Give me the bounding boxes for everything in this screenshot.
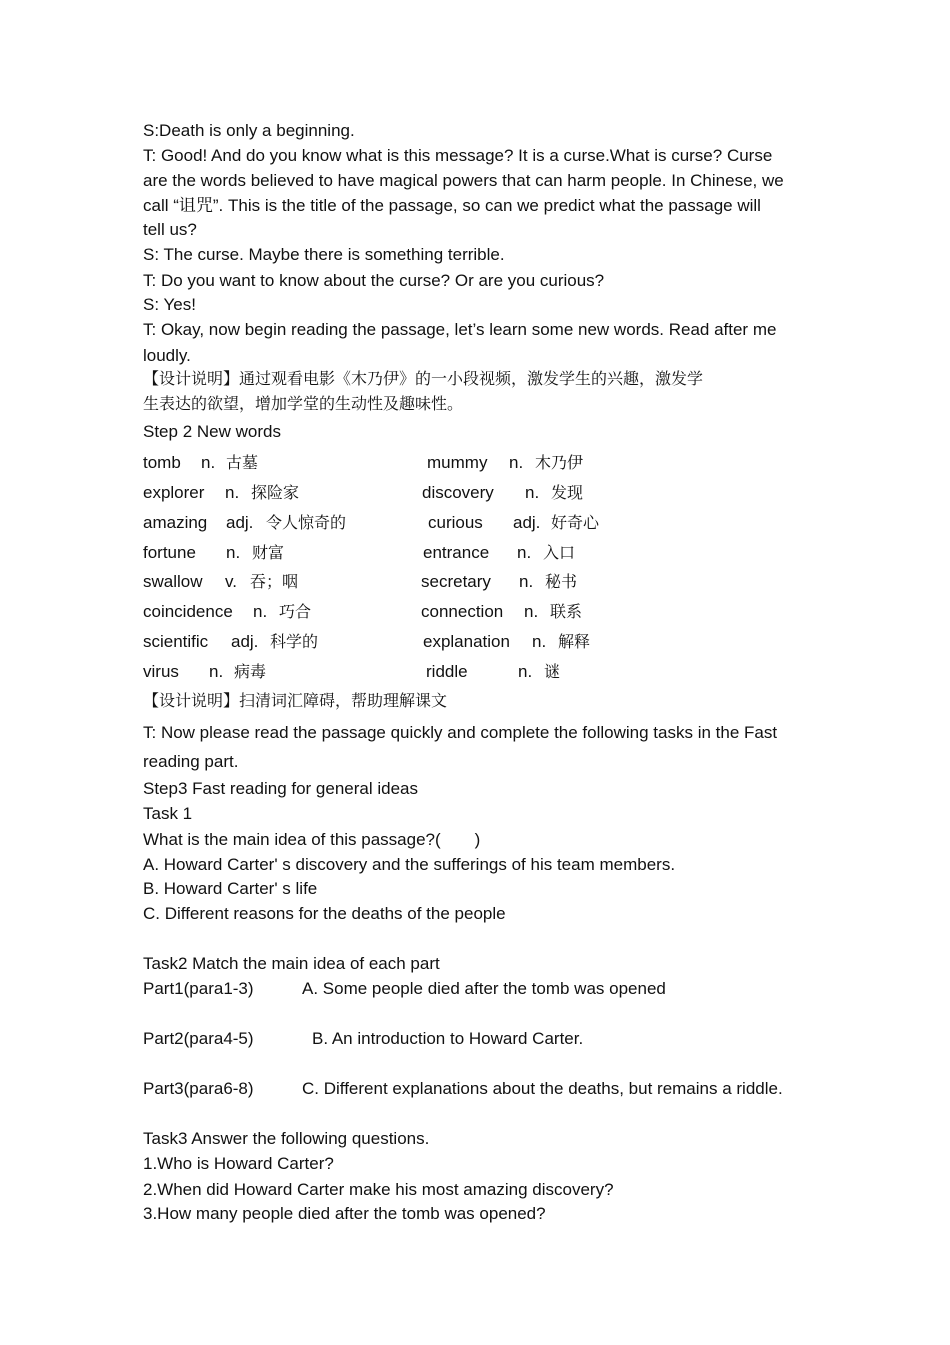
design-note: 生表达的欲望，增加学堂的生动性及趣味性。 <box>143 394 464 413</box>
vocab-word: mummy <box>427 453 488 472</box>
dialogue-line: T: Okay, now begin reading the passage, let’s learn some new words. Read after me <box>143 320 777 339</box>
vocab-meaning: 发现 <box>551 483 584 502</box>
vocab-word: fortune <box>143 543 196 562</box>
vocab-word: secretary <box>421 572 491 591</box>
vocab-meaning: 吞；咽 <box>250 572 299 591</box>
vocab-pos: adj. <box>513 513 541 532</box>
vocab-meaning: 联系 <box>550 602 583 621</box>
vocab-meaning: 木乃伊 <box>535 453 584 472</box>
vocab-pos: n. <box>253 602 268 621</box>
vocab-meaning: 探险家 <box>251 483 300 502</box>
match-idea: C. Different explanations about the deaths, but remains a riddle. <box>302 1079 783 1098</box>
vocab-word: swallow <box>143 572 203 591</box>
match-part: Part3(para6-8) <box>143 1079 254 1098</box>
match-part: Part2(para4-5) <box>143 1029 254 1048</box>
vocab-meaning: 入口 <box>543 543 576 562</box>
vocab-pos: n. <box>524 602 539 621</box>
vocab-pos: n. <box>519 572 534 591</box>
vocab-word: discovery <box>422 483 494 502</box>
vocab-meaning: 财富 <box>252 543 285 562</box>
vocab-word: connection <box>421 602 504 621</box>
vocab-word: tomb <box>143 453 181 472</box>
step-heading: Step 2 New words <box>143 422 281 441</box>
task-title: Task2 Match the main idea of each part <box>143 954 440 973</box>
vocab-word: curious <box>428 513 483 532</box>
task-option: A. Howard Carter' s discovery and the sufferings of his team members. <box>143 855 676 874</box>
dialogue-line: tell us? <box>143 220 197 239</box>
instruction-line: T: Now please read the passage quickly and complete the following tasks in the Fast <box>143 723 778 742</box>
vocab-word: coincidence <box>143 602 233 621</box>
vocab-word: virus <box>143 662 179 681</box>
task-question: 3.How many people died after the tomb was opened? <box>143 1204 546 1223</box>
vocab-pos: n. <box>225 483 240 502</box>
vocab-meaning: 巧合 <box>279 602 312 621</box>
vocab-pos: n. <box>201 453 216 472</box>
dialogue-line: S:Death is only a beginning. <box>143 121 355 140</box>
dialogue-line: loudly. <box>143 346 191 365</box>
vocab-pos: v. <box>225 572 237 591</box>
dialogue-line: S: Yes! <box>143 295 196 314</box>
match-part: Part1(para1-3) <box>143 979 254 998</box>
vocab-pos: n. <box>509 453 524 472</box>
vocab-word: explorer <box>143 483 205 502</box>
dialogue-line: T: Good! And do you know what is this message? It is a curse.What is curse? Curse <box>143 146 773 165</box>
vocab-pos: n. <box>517 543 532 562</box>
vocab-pos: n. <box>518 662 533 681</box>
match-idea: A. Some people died after the tomb was opened <box>302 979 666 998</box>
dialogue-line: call “诅咒”. This is the title of the passage, so can we predict what the passage will <box>143 196 761 215</box>
vocab-meaning: 病毒 <box>234 662 267 681</box>
vocab-pos: adj. <box>231 632 259 651</box>
task-option: C. Different reasons for the deaths of the people <box>143 904 506 923</box>
design-note: 【设计说明】扫清词汇障碍，帮助理解课文 <box>143 691 448 710</box>
instruction-line: reading part. <box>143 752 239 771</box>
vocab-meaning: 好奇心 <box>551 513 600 532</box>
vocab-pos: n. <box>525 483 540 502</box>
dialogue-line: are the words believed to have magical powers that can harm people. In Chinese, we <box>143 171 784 190</box>
task-option: B. Howard Carter' s life <box>143 879 318 898</box>
vocab-meaning: 令人惊奇的 <box>266 513 347 532</box>
vocab-word: amazing <box>143 513 208 532</box>
design-note: 【设计说明】通过观看电影《木乃伊》的一小段视频，激发学生的兴趣，激发学 <box>143 369 704 388</box>
task-question: 2.When did Howard Carter make his most amazing discovery? <box>143 1180 614 1199</box>
vocab-meaning: 秘书 <box>545 572 578 591</box>
vocab-pos: n. <box>209 662 224 681</box>
dialogue-line: S: The curse. Maybe there is something terrible. <box>143 245 505 264</box>
vocab-meaning: 解释 <box>558 632 591 651</box>
vocab-pos: n. <box>532 632 547 651</box>
step-heading: Step3 Fast reading for general ideas <box>143 779 419 798</box>
task-question: 1.Who is Howard Carter? <box>143 1154 334 1173</box>
vocab-pos: adj. <box>226 513 254 532</box>
vocab-meaning: 科学的 <box>270 632 319 651</box>
task-title: Task3 Answer the following questions. <box>143 1129 430 1148</box>
vocab-meaning: 古墓 <box>226 453 259 472</box>
vocab-word: entrance <box>423 543 490 562</box>
vocab-word: scientific <box>143 632 209 651</box>
task-question: What is the main idea of this passage?( ) <box>143 830 481 849</box>
vocab-pos: n. <box>226 543 241 562</box>
task-title: Task 1 <box>143 804 193 823</box>
vocab-word: riddle <box>426 662 468 681</box>
dialogue-line: T: Do you want to know about the curse? Or are you curious? <box>143 271 605 290</box>
match-idea: B. An introduction to Howard Carter. <box>312 1029 584 1048</box>
vocab-word: explanation <box>423 632 510 651</box>
vocab-meaning: 谜 <box>544 662 561 681</box>
